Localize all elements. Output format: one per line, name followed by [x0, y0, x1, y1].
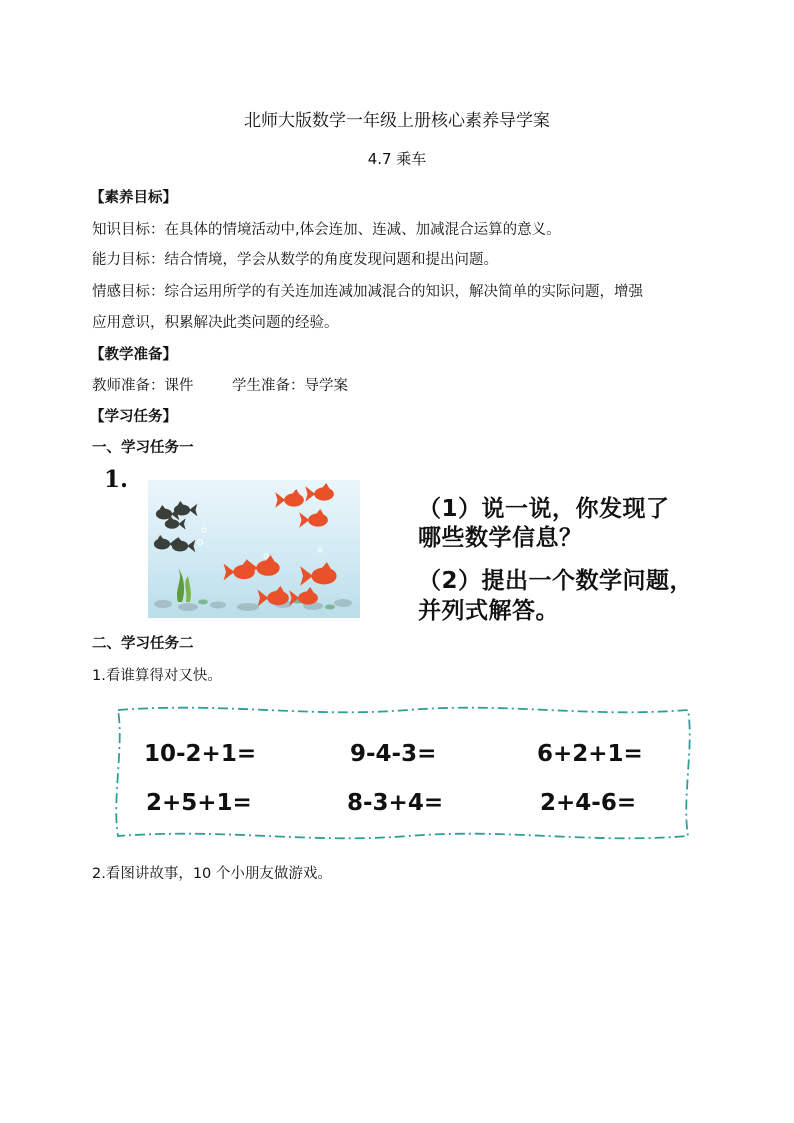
- frame-border: [108, 700, 698, 846]
- fish-tank-illustration: [148, 480, 360, 618]
- task2-item2: 2.看图讲故事，10 个小朋友做游戏。: [92, 866, 332, 882]
- fish-tank-svg: [148, 480, 360, 618]
- question-1-line1: （1）说一说，你发现了: [418, 496, 670, 522]
- ability-goal: 能力目标：结合情境，学会从数学的角度发现问题和提出问题。: [92, 252, 498, 268]
- student-prep: 学生准备：导学案: [232, 378, 348, 394]
- lesson-subtitle: 4.7 乘车: [367, 150, 427, 168]
- question-1-line2: 哪些数学信息？: [418, 525, 583, 551]
- equation-2: 9-4-3=: [350, 741, 437, 767]
- emotion-goal-line1: 情感目标：综合运用所学的有关连加连减加减混合的知识，解决简单的实际问题，增强: [92, 284, 643, 300]
- knowledge-goal: 知识目标：在具体的情境活动中,体会连加、连减、加减混合运算的意义。: [92, 222, 561, 238]
- equation-5: 8-3+4=: [347, 790, 444, 816]
- prep-heading: 【教学准备】: [90, 347, 177, 363]
- page-title: 北师大版数学一年级上册核心素养导学案: [244, 111, 550, 131]
- tasks-heading: 【学习任务】: [90, 409, 177, 425]
- equation-3: 6+2+1=: [537, 741, 643, 767]
- equation-6: 2+4-6=: [540, 790, 637, 816]
- question-2-line2: 并列式解答。: [418, 598, 559, 624]
- goals-heading: 【素养目标】: [90, 190, 177, 206]
- teacher-prep: 教师准备：课件: [92, 378, 194, 394]
- emotion-goal-line2: 应用意识，积累解决此类问题的经验。: [92, 315, 339, 331]
- equation-1: 10-2+1=: [144, 741, 257, 767]
- task2-heading: 二、学习任务二: [92, 636, 194, 652]
- task2-item1: 1.看谁算得对又快。: [92, 668, 222, 684]
- question-number: 1.: [104, 466, 129, 493]
- equation-frame: [108, 700, 698, 846]
- task1-heading: 一、学习任务一: [92, 440, 194, 456]
- equation-4: 2+5+1=: [146, 790, 252, 816]
- question-2-line1: （2）提出一个数学问题，: [418, 568, 694, 594]
